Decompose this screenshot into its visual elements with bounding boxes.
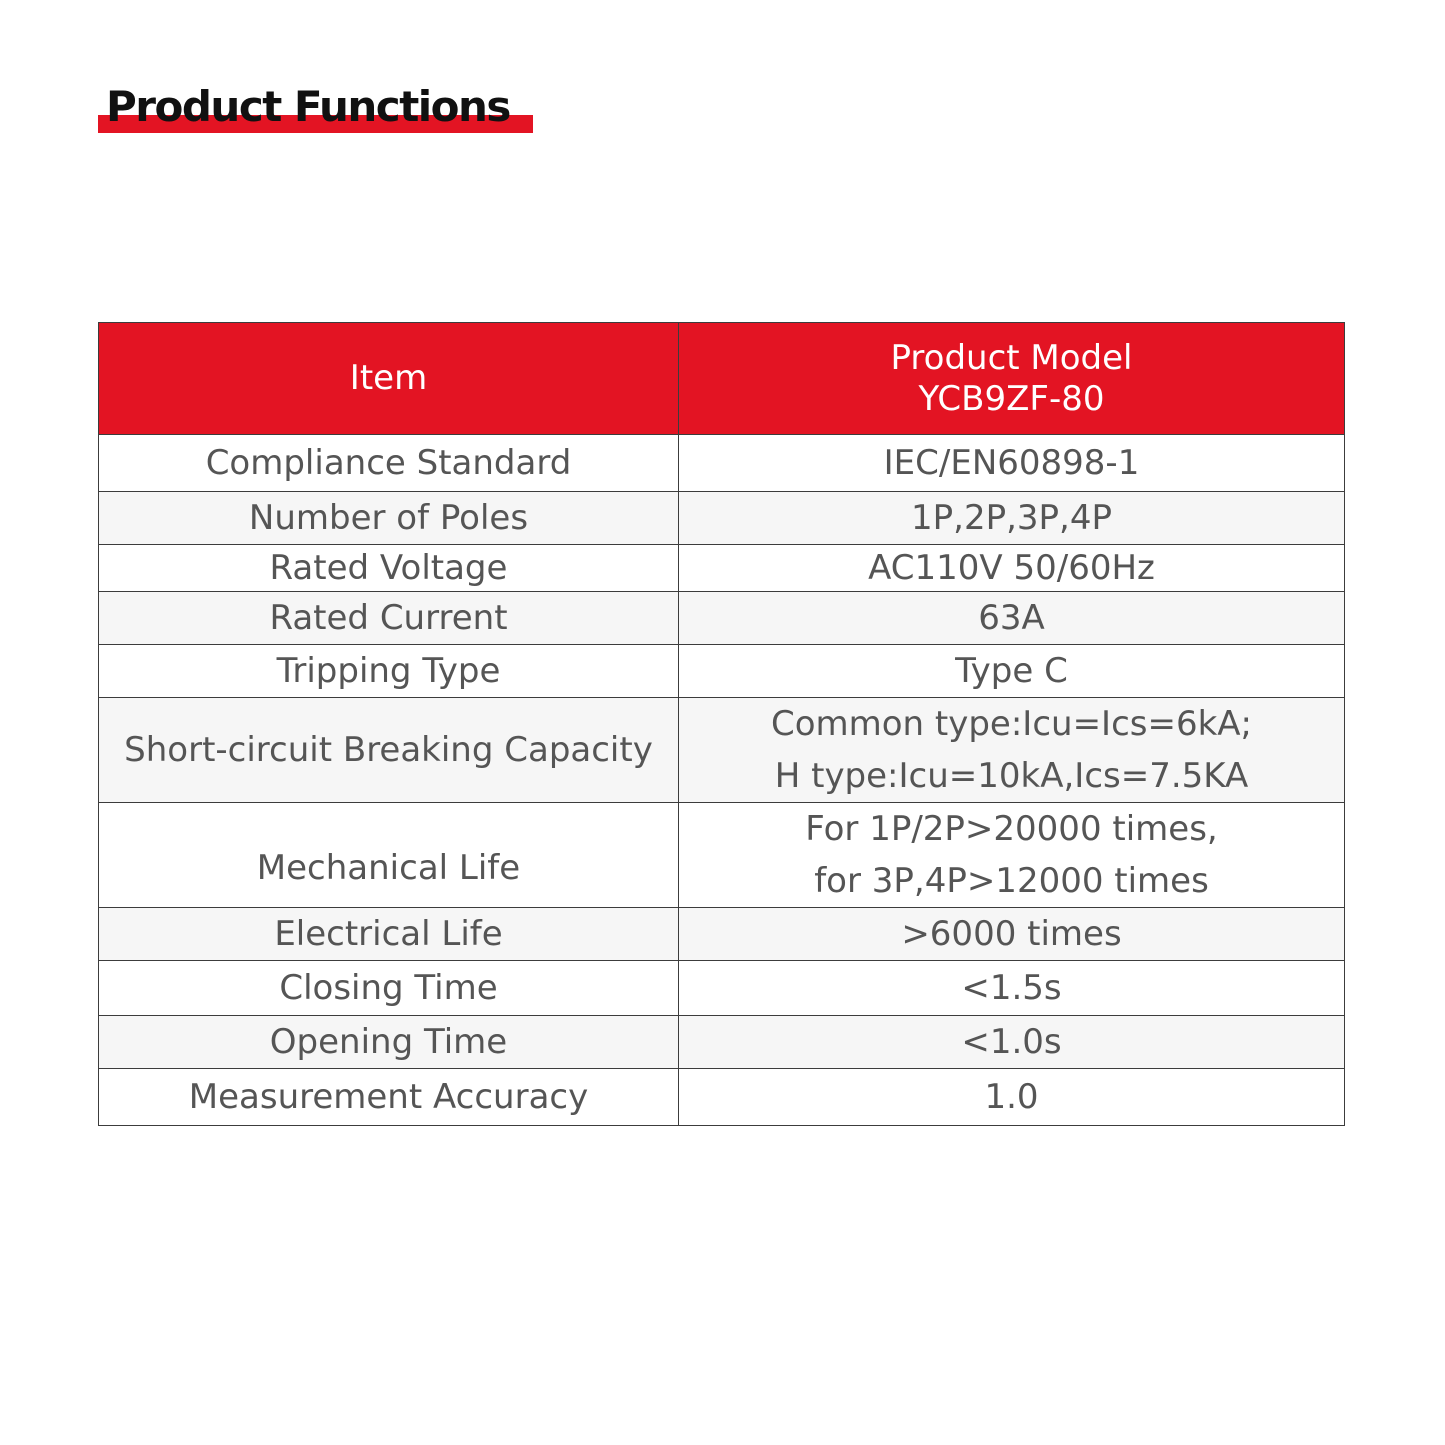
table-row [99, 545, 1345, 592]
table-row [99, 592, 1345, 645]
row-item: Short-circuit Breaking Capacity [99, 698, 679, 803]
title-block [98, 78, 510, 136]
row-item: Closing Time [99, 961, 679, 1016]
table-row [99, 908, 1345, 961]
row-value: IEC/EN60898-1 [679, 435, 1345, 492]
row-value: 63A [679, 592, 1345, 645]
table-header-row [99, 323, 1345, 435]
row-value: 1.0 [679, 1069, 1345, 1126]
row-value: 1P,2P,3P,4P [679, 492, 1345, 545]
table-row [99, 435, 1345, 492]
row-item-label: Mechanical Life [256, 848, 521, 888]
header-item [99, 323, 679, 435]
row-value-line: For 1P/2P>20000 times, [805, 809, 1218, 849]
row-value: Type C [679, 645, 1345, 698]
row-value: AC110V 50/60Hz [679, 545, 1345, 592]
spec-table [98, 322, 1345, 1126]
table-row [99, 1069, 1345, 1126]
row-item: Rated Voltage [99, 545, 679, 592]
row-item: Electrical Life [99, 908, 679, 961]
row-value: <1.0s [679, 1016, 1345, 1069]
table-row [99, 1016, 1345, 1069]
page-title: Product Functions [106, 82, 510, 131]
header-item-label: Item [349, 358, 428, 398]
row-value [679, 803, 1345, 908]
row-value-line: Common type:Icu=Ics=6kA; [770, 704, 1253, 744]
row-item: Rated Current [99, 592, 679, 645]
row-value: >6000 times [679, 908, 1345, 961]
header-model [679, 323, 1345, 435]
table-row [99, 803, 1345, 908]
row-value-line: H type:Icu=10kA,Ics=7.5KA [774, 756, 1249, 796]
table-row [99, 492, 1345, 545]
row-value: <1.5s [679, 961, 1345, 1016]
row-item [99, 803, 679, 908]
row-item: Tripping Type [99, 645, 679, 698]
table-row [99, 645, 1345, 698]
table-row [99, 698, 1345, 803]
row-item: Opening Time [99, 1016, 679, 1069]
table-row [99, 961, 1345, 1016]
header-model-value: YCB9ZF-80 [918, 378, 1105, 419]
row-value [679, 698, 1345, 803]
row-item: Compliance Standard [99, 435, 679, 492]
header-model-label: Product Model [890, 337, 1133, 378]
row-item: Measurement Accuracy [99, 1069, 679, 1126]
row-value-line: for 3P,4P>12000 times [814, 861, 1209, 901]
row-item: Number of Poles [99, 492, 679, 545]
